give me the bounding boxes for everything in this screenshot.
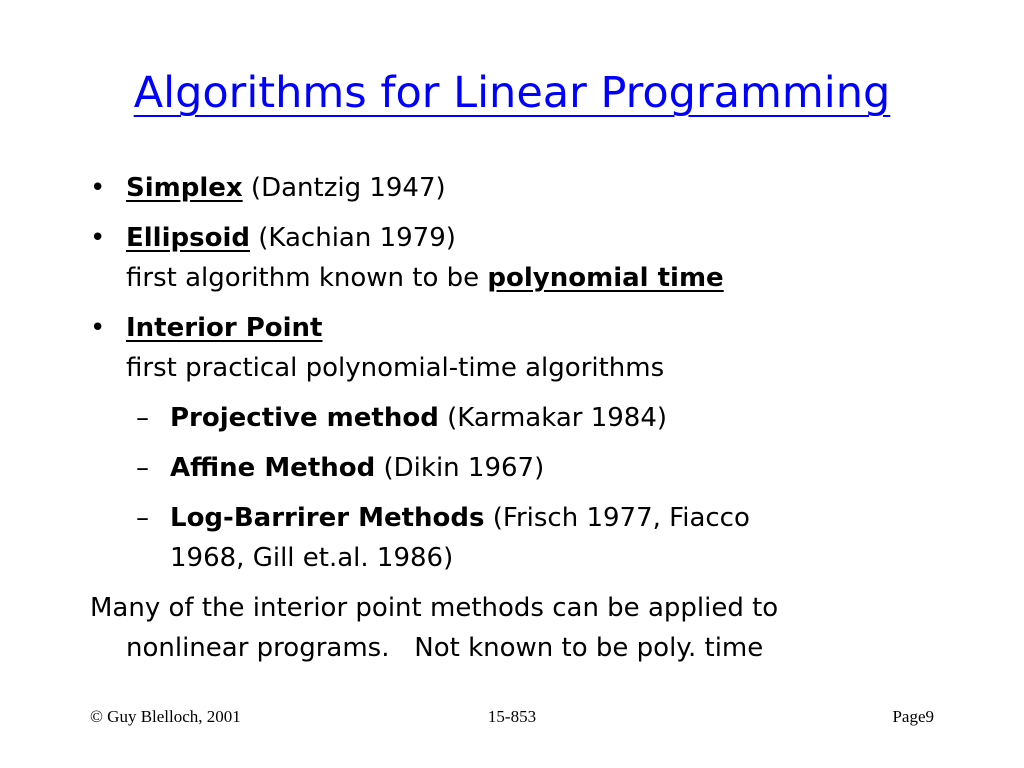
bullet-interior-point: [126, 312, 323, 344]
bullet-marker: •: [90, 223, 106, 253]
term-polynomial-time: polynomial time: [487, 263, 724, 293]
sub-marker: –: [136, 503, 149, 533]
detail-log-barrier: (Frisch 1977, Fiacco: [484, 503, 750, 533]
closing-line-2: nonlinear programs. Not known to be poly. time: [126, 633, 764, 663]
footer-copyright: © Guy Blelloch, 2001: [90, 707, 241, 726]
detail-projective: (Karmakar 1984): [438, 403, 668, 433]
detail-ellipsoid: (Kachian 1979): [249, 223, 456, 253]
interior-point-note: first practical polynomial-time algorithms: [126, 353, 665, 383]
footer-page-number: Page9: [892, 707, 934, 726]
term-simplex: Simplex: [126, 173, 243, 203]
bullet-ellipsoid: [126, 222, 456, 254]
term-projective-method: Projective method: [170, 403, 439, 433]
sub-marker: –: [136, 403, 149, 433]
sub-marker: –: [136, 453, 149, 483]
bullet-simplex: [126, 172, 446, 204]
footer-course: 15-853: [487, 707, 537, 726]
term-affine-method: Affine Method: [170, 453, 376, 483]
detail-affine: (Dikin 1967): [375, 453, 545, 483]
term-interior-point: Interior Point: [126, 313, 323, 343]
detail-log-barrier-cont: 1968, Gill et.al. 1986): [170, 543, 454, 573]
bullet-marker: •: [90, 173, 106, 203]
sub-projective-method: [170, 402, 667, 434]
ellipsoid-note-text: first algorithm known to be: [126, 263, 488, 293]
term-log-barrier-methods: Log-Barrirer Methods: [170, 503, 485, 533]
slide-title: Algorithms for Linear Programming: [133, 68, 891, 118]
bullet-marker: •: [90, 313, 106, 343]
sub-log-barrier-methods: [170, 502, 750, 534]
detail-simplex: (Dantzig 1947): [242, 173, 446, 203]
term-ellipsoid: Ellipsoid: [126, 223, 250, 253]
closing-line-1: Many of the interior point methods can be applied to: [90, 593, 779, 623]
sub-affine-method: [170, 452, 544, 484]
ellipsoid-note: [126, 262, 724, 294]
